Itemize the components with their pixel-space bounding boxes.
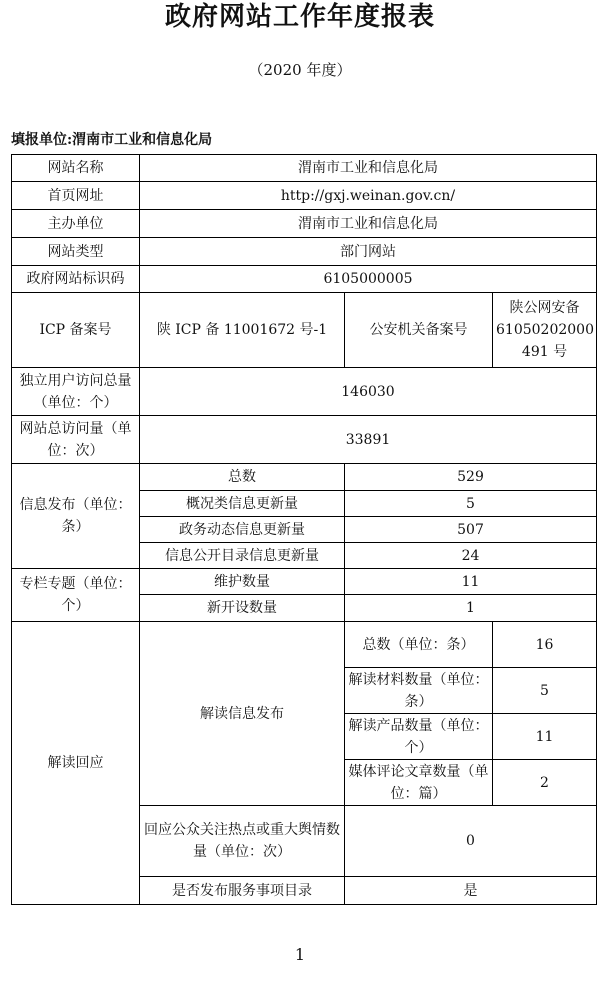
interpretation-label: 解读回应	[12, 622, 140, 905]
interpretation-pub-label: 解读信息发布	[140, 622, 345, 806]
uv-value: 146030	[140, 368, 597, 416]
columns-maintained-label: 维护数量	[140, 569, 345, 595]
table-row	[12, 238, 597, 266]
sponsor-label: 主办单位	[12, 210, 140, 238]
interp-media-label: 媒体评论文章数量（单位：篇）	[345, 760, 493, 806]
info-pub-news-label: 政务动态信息更新量	[140, 517, 345, 543]
site-id-label: 政府网站标识码	[12, 266, 140, 293]
site-type-label: 网站类型	[12, 238, 140, 266]
info-pub-overview-label: 概况类信息更新量	[140, 491, 345, 517]
interp-product-label: 解读产品数量（单位：个）	[345, 714, 493, 760]
table-row	[12, 266, 597, 293]
info-pub-total-value: 529	[345, 464, 597, 491]
report-title: 政府网站工作年度报表	[164, 2, 435, 32]
police-value: 陕公网安备 61050202000 491 号	[493, 293, 597, 368]
table-row	[12, 464, 597, 491]
table-row	[12, 182, 597, 210]
columns-new-label: 新开设数量	[140, 595, 345, 622]
service-catalog-value: 是	[345, 877, 597, 905]
homepage-value: http://gxj.weinan.gov.cn/	[140, 182, 597, 210]
pv-label: 网站总访问量（单位：次）	[12, 416, 140, 464]
info-pub-overview-value: 5	[345, 491, 597, 517]
sponsor-value: 渭南市工业和信息化局	[140, 210, 597, 238]
interp-material-value: 5	[493, 668, 597, 714]
interp-total-label: 总数（单位：条）	[345, 622, 493, 668]
interp-material-label: 解读材料数量（单位：条）	[345, 668, 493, 714]
info-pub-catalog-value: 24	[345, 543, 597, 569]
page-number: 1	[294, 945, 306, 964]
police-label: 公安机关备案号	[345, 293, 493, 368]
response-label: 回应公众关注热点或重大舆情数量（单位：次）	[140, 806, 345, 877]
interp-product-value: 11	[493, 714, 597, 760]
pv-value: 33891	[140, 416, 597, 464]
table-row	[12, 293, 597, 368]
site-name-value: 渭南市工业和信息化局	[140, 155, 597, 182]
table-row	[12, 155, 597, 182]
info-pub-total-label: 总数	[140, 464, 345, 491]
interp-total-value: 16	[493, 622, 597, 668]
icp-value: 陕 ICP 备 11001672 号-1	[140, 293, 345, 368]
info-pub-label: 信息发布（单位：条）	[12, 464, 140, 569]
report-table	[11, 154, 597, 905]
interp-media-value: 2	[493, 760, 597, 806]
site-name-label: 网站名称	[12, 155, 140, 182]
table-row	[12, 622, 597, 668]
columns-label: 专栏专题（单位：个）	[12, 569, 140, 622]
report-year: （2020 年度）	[248, 61, 352, 79]
homepage-label: 首页网址	[12, 182, 140, 210]
columns-new-value: 1	[345, 595, 597, 622]
table-row	[12, 569, 597, 595]
info-pub-catalog-label: 信息公开目录信息更新量	[140, 543, 345, 569]
table-row	[12, 368, 597, 416]
columns-maintained-value: 11	[345, 569, 597, 595]
service-catalog-label: 是否发布服务事项目录	[140, 877, 345, 905]
site-id-value: 6105000005	[140, 266, 597, 293]
reporting-unit: 填报单位:渭南市工业和信息化局	[11, 132, 213, 148]
site-type-value: 部门网站	[140, 238, 597, 266]
table-row	[12, 210, 597, 238]
uv-label: 独立用户访问总量（单位：个）	[12, 368, 140, 416]
response-value: 0	[345, 806, 597, 877]
table-row	[12, 416, 597, 464]
icp-label: ICP 备案号	[12, 293, 140, 368]
info-pub-news-value: 507	[345, 517, 597, 543]
